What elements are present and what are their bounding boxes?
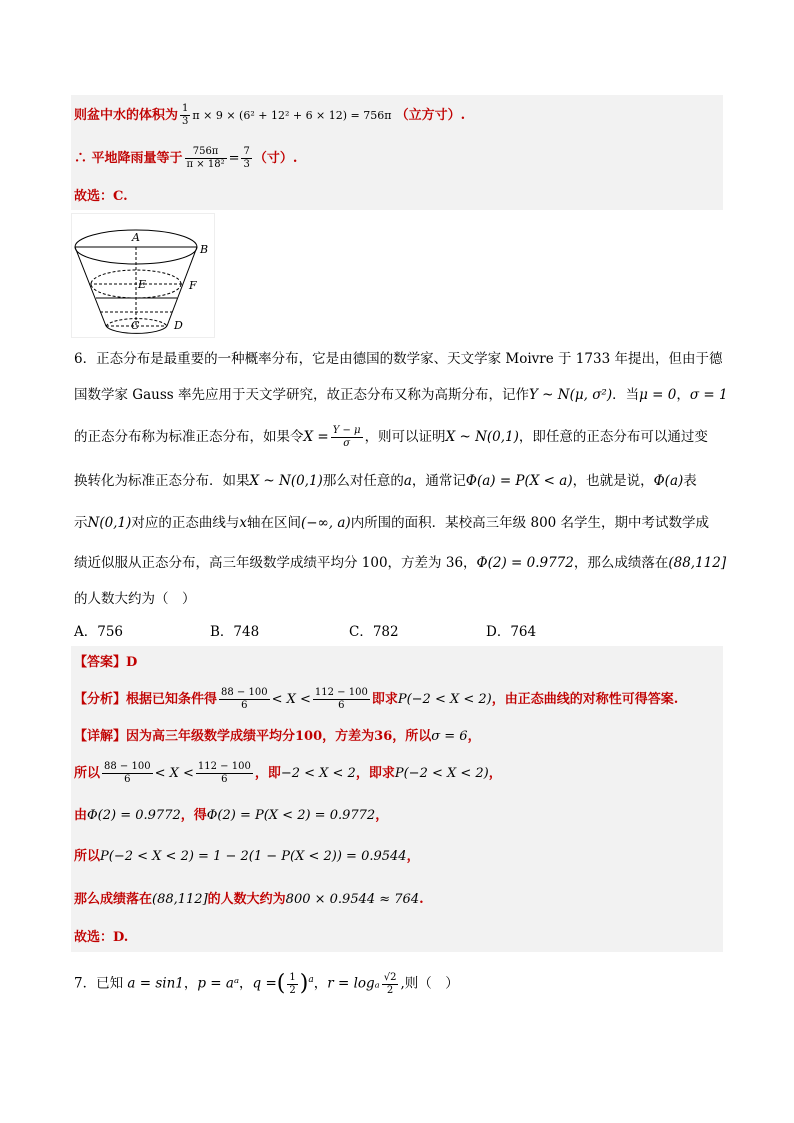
label-C: C [131, 319, 140, 332]
q6-line-2: 国数学家 Gauss 率先应用于天文学研究，故正态分布又称为高斯分布，记作Y ~ N(μ, σ²)．当μ = 0，σ = 1 [74, 387, 728, 403]
fraction: $\frac{7}{3}$ [243, 146, 250, 170]
fraction: $\frac{1}{3}$ [182, 103, 189, 127]
fraction: $\frac{88 - 100}{6}$ [104, 761, 151, 785]
option-c[interactable]: C．782 [349, 624, 399, 640]
q6-line-1: 6．正态分布是最重要的一种概率分布，它是由德国的数学家、天文学家 Moivre 于 1733 年提出，但由于德 [74, 351, 723, 367]
question-7: 7．已知 a = sin1，p = aᵃ，q =( $\frac{1}{2}$ )$^a$，r = logₐ $\frac{√2}{2}$ ,则（ ） [74, 971, 459, 996]
step-4-line: 那么成绩落在(88,112]的人数大约为800 × 0.9544 ≈ 764. [74, 892, 424, 907]
fraction: $\frac{1}{2}$ [289, 971, 296, 996]
label-F: F [189, 279, 197, 292]
step-5-line: 故选：D. [74, 930, 129, 945]
q6-line-7: 的人数大约为（ ） [74, 591, 196, 607]
option-d[interactable]: D．764 [486, 624, 537, 640]
label-B: B [200, 243, 209, 256]
option-a[interactable]: A．756 [74, 624, 124, 640]
option-b[interactable]: B．748 [210, 624, 260, 640]
answer-line: 【答案】D [74, 655, 138, 670]
label-E: E [138, 278, 147, 291]
q6-line-4: 换转化为标准正态分布．如果X ~ N(0,1)那么对任意的a，通常记Φ(a) = P(X < a)，也就是说，Φ(a)表 [74, 473, 697, 489]
solution-line-volume: 则盆中水的体积为 $\frac{1}{3}$ π × 9 × (6² + 12² + 6 × 12) = 756π （立方寸）. [74, 103, 466, 127]
fraction: $\frac{88 - 100}{6}$ [221, 687, 268, 711]
frustum-figure [71, 213, 215, 338]
analysis-line: 【分析】根据已知条件得 $\frac{88 - 100}{6}$ < X < $\frac{112 - 100}{6}$ 即求P(−2 < X < 2)，由正态曲线的对称性可得答案. [74, 687, 679, 711]
solution-line-rainfall: ∴ 平地降雨量等于 $\frac{756\pi}{\text{π × 18²}}$ = $\frac{7}{3}$ （寸）. [74, 146, 298, 170]
fraction: $\frac{112 - 100}{6}$ [314, 687, 368, 711]
step-3-line: 所以P(−2 < X < 2) = 1 − 2(1 − P(X < 2)) = 0.9544， [74, 849, 420, 864]
step-1-line: 所以 $\frac{88 - 100}{6}$ < X < $\frac{112 - 100}{6}$ ，即−2 < X < 2，即求P(−2 < X < 2)， [74, 761, 502, 785]
solution-line-choice: 故选：C. [74, 189, 128, 204]
label-A: A [132, 231, 140, 244]
label-D: D [174, 319, 183, 332]
q6-line-3: 的正态分布称为标准正态分布，如果令X = $\frac{Y - \mu}{\sigma}$ ，则可以证明X ~ N(0,1)，即任意的正态分布可以通过变 [74, 425, 708, 449]
detail-line: 【详解】因为高三年级数学成绩平均分100，方差为36，所以σ = 6， [74, 729, 481, 744]
fraction: $\frac{√2}{2}$ [383, 971, 397, 996]
fraction: $\frac{Y - \mu}{\sigma}$ [332, 425, 361, 449]
q6-line-5: 示N(0,1)对应的正态曲线与x轴在区间(−∞, a)内所围的面积．某校高三年级 800 名学生，期中考试数学成 [74, 515, 710, 531]
step-2-line: 由Φ(2) = 0.9772，得Φ(2) = P(X < 2) = 0.9772， [74, 808, 389, 823]
fraction: $\frac{112 - 100}{6}$ [197, 761, 251, 785]
question-6 [74, 343, 728, 615]
fraction: $\frac{756\pi}{\text{π × 18²}}$ [186, 146, 225, 170]
frustum-diagram [72, 214, 214, 337]
q6-line-6: 绩近似服从正态分布，高三年级数学成绩平均分 100，方差为 36，Φ(2) = 0.9772，那么成绩落在(88,112] [74, 555, 727, 571]
